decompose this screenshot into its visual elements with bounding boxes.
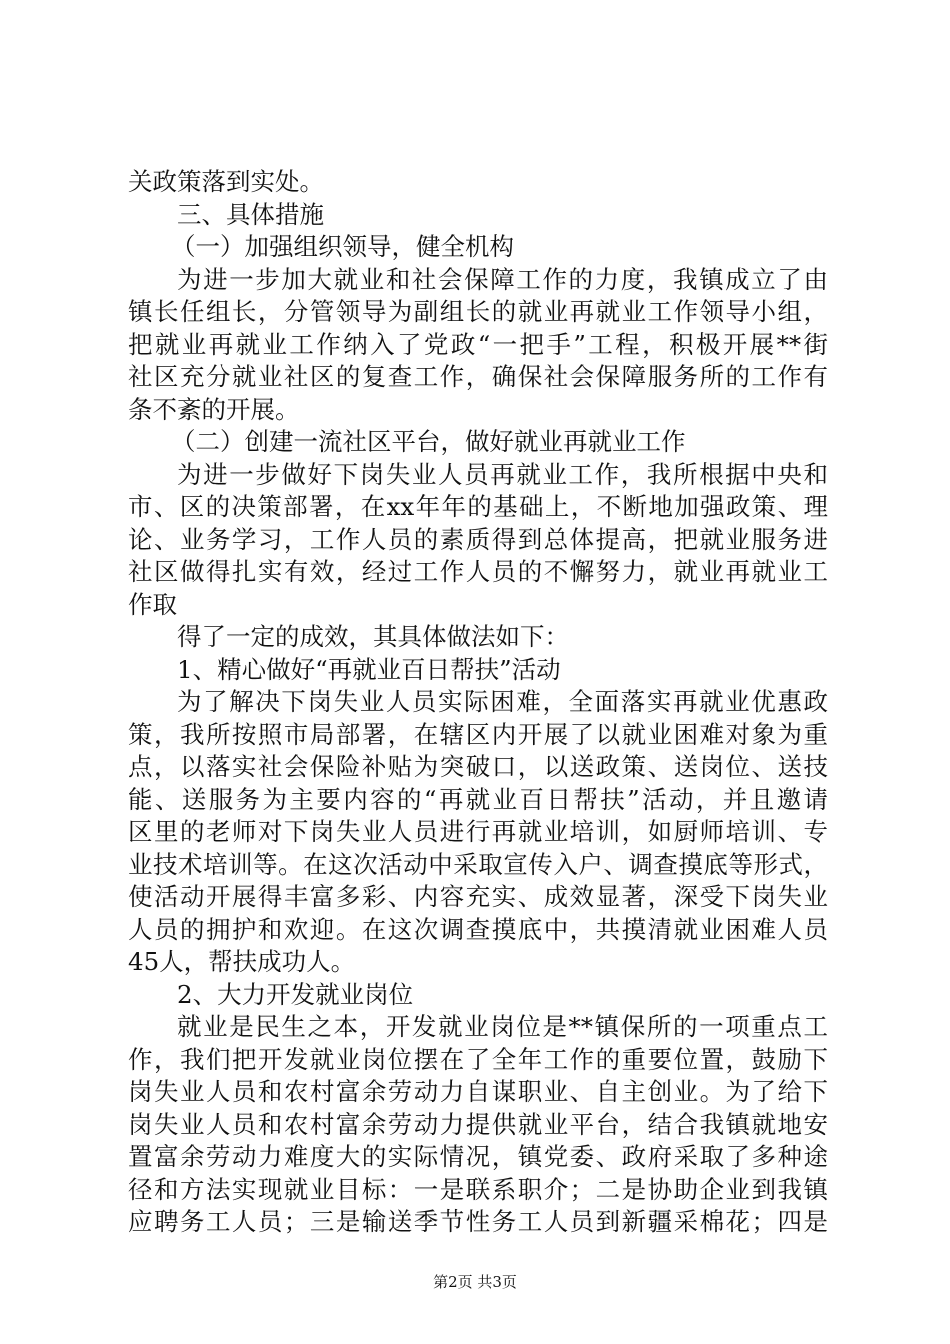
text-line: 区里的老师对下岗失业人员进行再就业培训，如厨师培训、专 bbox=[128, 817, 828, 846]
text-line: 社区做得扎实有效，经过工作人员的不懈努力，就业再就业工 bbox=[128, 557, 828, 586]
text-line: 业技术培训等。在这次活动中采取宣传入户、调查摸底等形式， bbox=[128, 849, 828, 879]
subsection-heading: （一）加强组织领导，健全机构 bbox=[171, 232, 514, 261]
text-line: 策，我所按照市局部署，在辖区内开展了以就业困难对象为重 bbox=[128, 719, 828, 749]
item-heading: 1、精心做好“再就业百日帮扶”活动 bbox=[177, 654, 561, 684]
text-line: 就业是民生之本，开发就业岗位是**镇保所的一项重点工 bbox=[177, 1012, 828, 1041]
text-line: 置富余劳动力难度大的实际情况，镇党委、政府采取了多种途 bbox=[128, 1142, 828, 1171]
text-line: 作，我们把开发就业岗位摆在了全年工作的重要位置，鼓励下 bbox=[128, 1044, 828, 1074]
text-line: 把就业再就业工作纳入了党政“一把手”工程，积极开展**街 bbox=[128, 329, 828, 359]
text-line: 社区充分就业社区的复查工作，确保社会保障服务所的工作有 bbox=[128, 362, 828, 391]
text-line: 岗失业人员和农村富余劳动力自谋职业、自主创业。为了给下 bbox=[128, 1077, 828, 1106]
section-heading: 三、具体措施 bbox=[177, 199, 324, 229]
text-line: 岗失业人员和农村富余劳动力提供就业平台，结合我镇就地安 bbox=[128, 1109, 828, 1139]
text-line: 人员的拥护和欢迎。在这次调查摸底中，共摸清就业困难人员 bbox=[128, 914, 828, 944]
item-heading: 2、大力开发就业岗位 bbox=[177, 979, 414, 1009]
text-line: 得了一定的成效，其具体做法如下： bbox=[177, 622, 569, 651]
text-line: 径和方法实现就业目标：一是联系职介；二是协助企业到我镇 bbox=[128, 1174, 828, 1204]
text-line: 为进一步加大就业和社会保障工作的力度，我镇成立了由 bbox=[177, 264, 828, 294]
text-line: 为进一步做好下岗失业人员再就业工作，我所根据中央和 bbox=[177, 459, 828, 489]
text-line: 为了解决下岗失业人员实际困难，全面落实再就业优惠政 bbox=[177, 687, 828, 716]
text-line: 能、送服务为主要内容的“再就业百日帮扶”活动，并且邀请 bbox=[128, 784, 828, 814]
text-line: 点，以落实社会保险补贴为突破口，以送政策、送岗位、送技 bbox=[128, 752, 828, 781]
page-footer bbox=[0, 1272, 950, 1292]
page-number: 第2页 共3页 bbox=[433, 1273, 517, 1291]
subsection-heading: （二）创建一流社区平台，做好就业再就业工作 bbox=[171, 427, 686, 456]
text-line: 应聘务工人员；三是输送季节性务工人员到新疆采棉花；四是 bbox=[128, 1207, 828, 1236]
text-line: 使活动开展得丰富多彩、内容充实、成效显著，深受下岗失业 bbox=[128, 882, 828, 911]
text-line: 镇长任组长，分管领导为副组长的就业再就业工作领导小组， bbox=[128, 297, 828, 326]
text-line: 45人，帮扶成功人。 bbox=[128, 947, 356, 976]
text-line: 条不紊的开展。 bbox=[128, 394, 300, 424]
text-line: 市、区的决策部署，在xx年年的基础上，不断地加强政策、理 bbox=[128, 492, 828, 521]
document-body bbox=[128, 166, 828, 1239]
text-line: 论、业务学习，工作人员的素质得到总体提高，把就业服务进 bbox=[128, 524, 828, 554]
text-line: 作取 bbox=[128, 589, 177, 619]
text-line: 关政策落到实处。 bbox=[128, 167, 324, 196]
